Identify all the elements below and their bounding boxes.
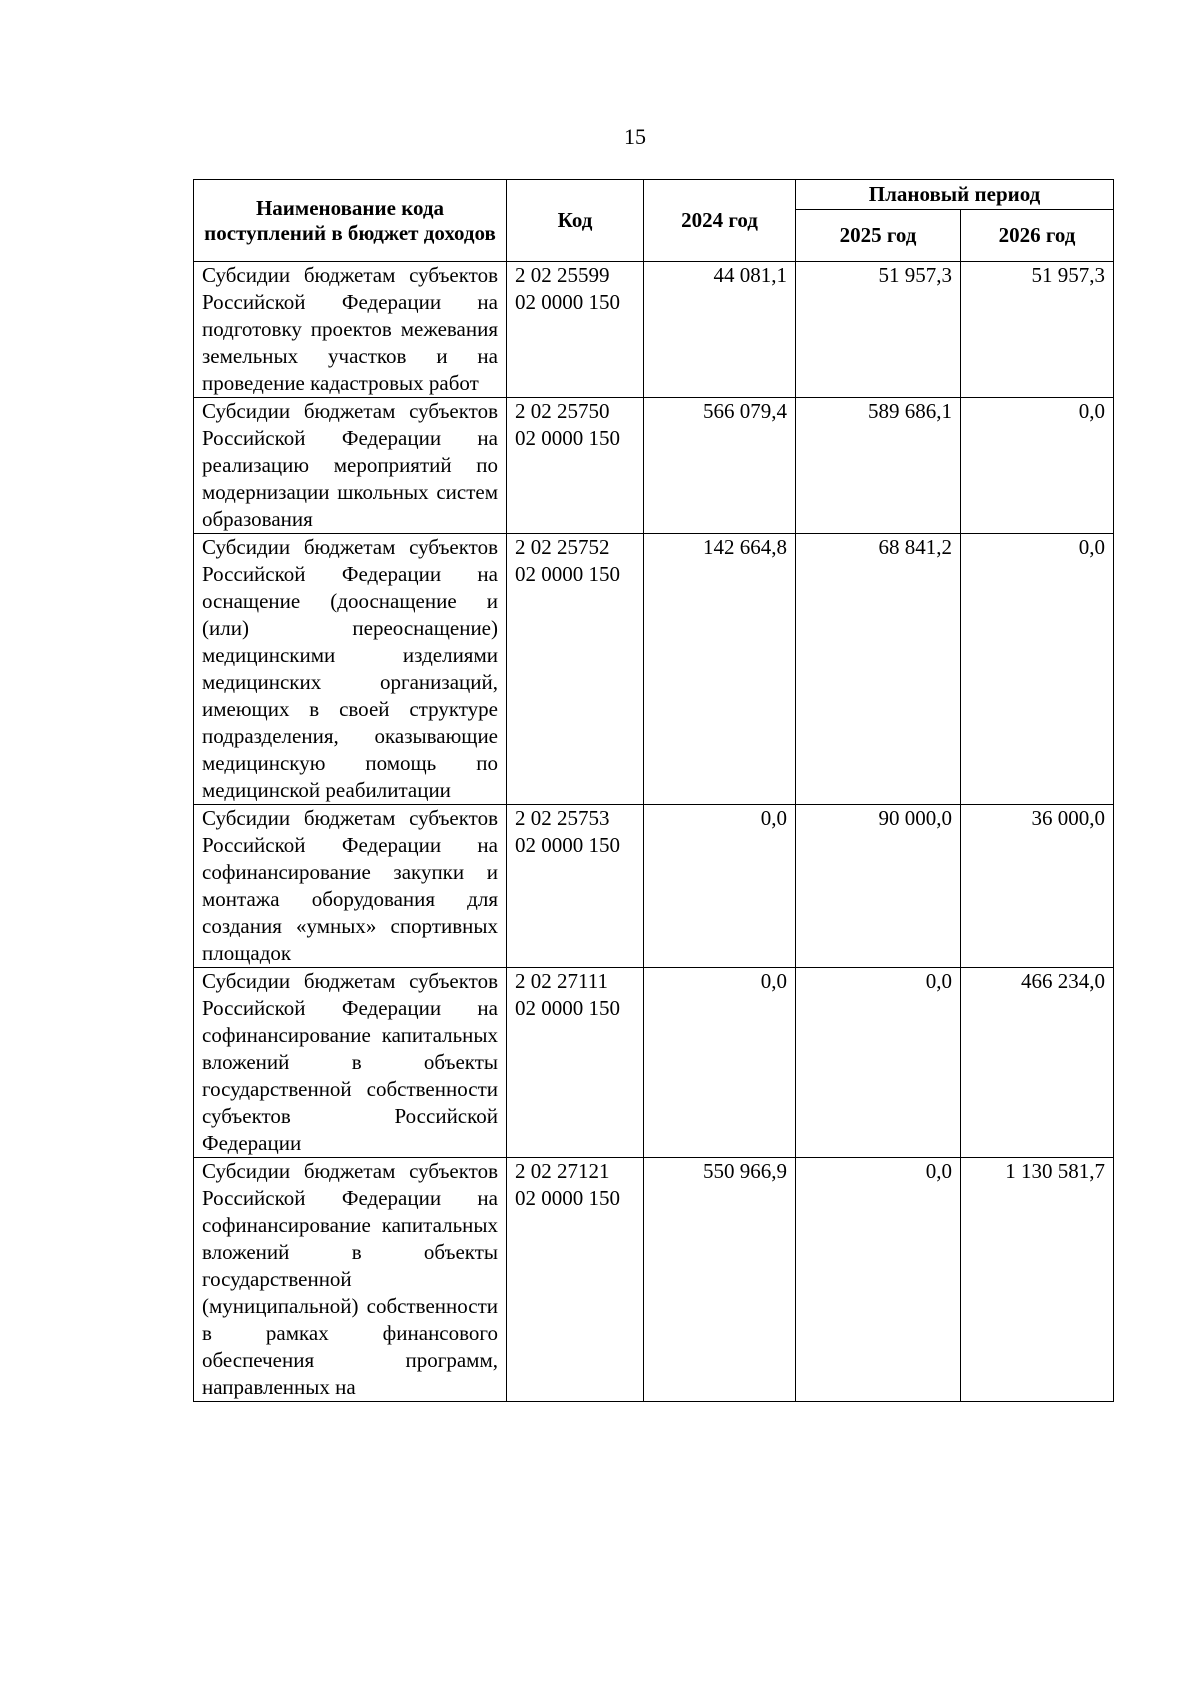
row-code (507, 805, 644, 968)
row-name: Субсидии бюджетам субъектов Российской Федерации на софинансирование капитальных вложений в объекты государственной собственности субъектов Российской Федерации (194, 968, 507, 1158)
table-row (194, 534, 1114, 805)
row-code-part2: 02 0000 150 (515, 426, 620, 450)
row-code (507, 1158, 644, 1402)
table-row (194, 1158, 1114, 1402)
header-planned-period: Плановый период (796, 180, 1114, 210)
header-2025: 2025 год (796, 210, 961, 262)
table-row (194, 968, 1114, 1158)
row-value-2026: 36 000,0 (961, 805, 1114, 968)
row-code-part1: 2 02 25750 (515, 399, 610, 423)
row-value-2025: 589 686,1 (796, 398, 961, 534)
row-code (507, 534, 644, 805)
revenue-table (193, 179, 1114, 1402)
row-value-2026: 0,0 (961, 398, 1114, 534)
row-name: Субсидии бюджетам субъектов Российской Федерации на подготовку проектов межевания земельных участков и на проведение кадастровых работ (194, 262, 507, 398)
row-value-2026: 51 957,3 (961, 262, 1114, 398)
row-value-2024: 0,0 (644, 968, 796, 1158)
row-value-2024: 0,0 (644, 805, 796, 968)
header-code: Код (507, 180, 644, 262)
table-header (194, 180, 1114, 262)
row-value-2024: 566 079,4 (644, 398, 796, 534)
row-value-2025: 68 841,2 (796, 534, 961, 805)
row-name: Субсидии бюджетам субъектов Российской Федерации на реализацию мероприятий по модернизации школьных систем образования (194, 398, 507, 534)
row-value-2025: 0,0 (796, 968, 961, 1158)
table-row (194, 398, 1114, 534)
row-code-part1: 2 02 25752 (515, 535, 610, 559)
row-code (507, 968, 644, 1158)
table-row (194, 262, 1114, 398)
row-value-2025: 90 000,0 (796, 805, 961, 968)
table-row (194, 805, 1114, 968)
row-value-2026: 1 130 581,7 (961, 1158, 1114, 1402)
row-code-part2: 02 0000 150 (515, 833, 620, 857)
header-name: Наименование кода поступлений в бюджет доходов (194, 180, 507, 262)
row-value-2025: 51 957,3 (796, 262, 961, 398)
row-code-part2: 02 0000 150 (515, 1186, 620, 1210)
row-code (507, 262, 644, 398)
row-value-2025: 0,0 (796, 1158, 961, 1402)
row-value-2024: 142 664,8 (644, 534, 796, 805)
row-code-part2: 02 0000 150 (515, 562, 620, 586)
row-name: Субсидии бюджетам субъектов Российской Федерации на софинансирование закупки и монтажа оборудования для создания «умных» спортивных площадок (194, 805, 507, 968)
row-value-2024: 550 966,9 (644, 1158, 796, 1402)
header-2026: 2026 год (961, 210, 1114, 262)
row-value-2026: 0,0 (961, 534, 1114, 805)
row-value-2026: 466 234,0 (961, 968, 1114, 1158)
row-name: Субсидии бюджетам субъектов Российской Федерации на оснащение (дооснащение и (или) переоснащение) медицинскими изделиями медицинских организаций, имеющих в своей структуре подразделения, оказывающие медицинскую помощь по медицинской реабилитации (194, 534, 507, 805)
row-name: Субсидии бюджетам субъектов Российской Федерации на софинансирование капитальных вложений в объекты государственной (муниципальной) собственности в рамках финансового обеспечения программ, направленных на (194, 1158, 507, 1402)
page-number: 15 (624, 124, 646, 149)
row-value-2024: 44 081,1 (644, 262, 796, 398)
row-code-part1: 2 02 27121 (515, 1159, 610, 1183)
row-code-part1: 2 02 27111 (515, 969, 608, 993)
row-code (507, 398, 644, 534)
header-2024: 2024 год (644, 180, 796, 262)
row-code-part2: 02 0000 150 (515, 996, 620, 1020)
row-code-part1: 2 02 25753 (515, 806, 610, 830)
row-code-part1: 2 02 25599 (515, 263, 610, 287)
row-code-part2: 02 0000 150 (515, 290, 620, 314)
